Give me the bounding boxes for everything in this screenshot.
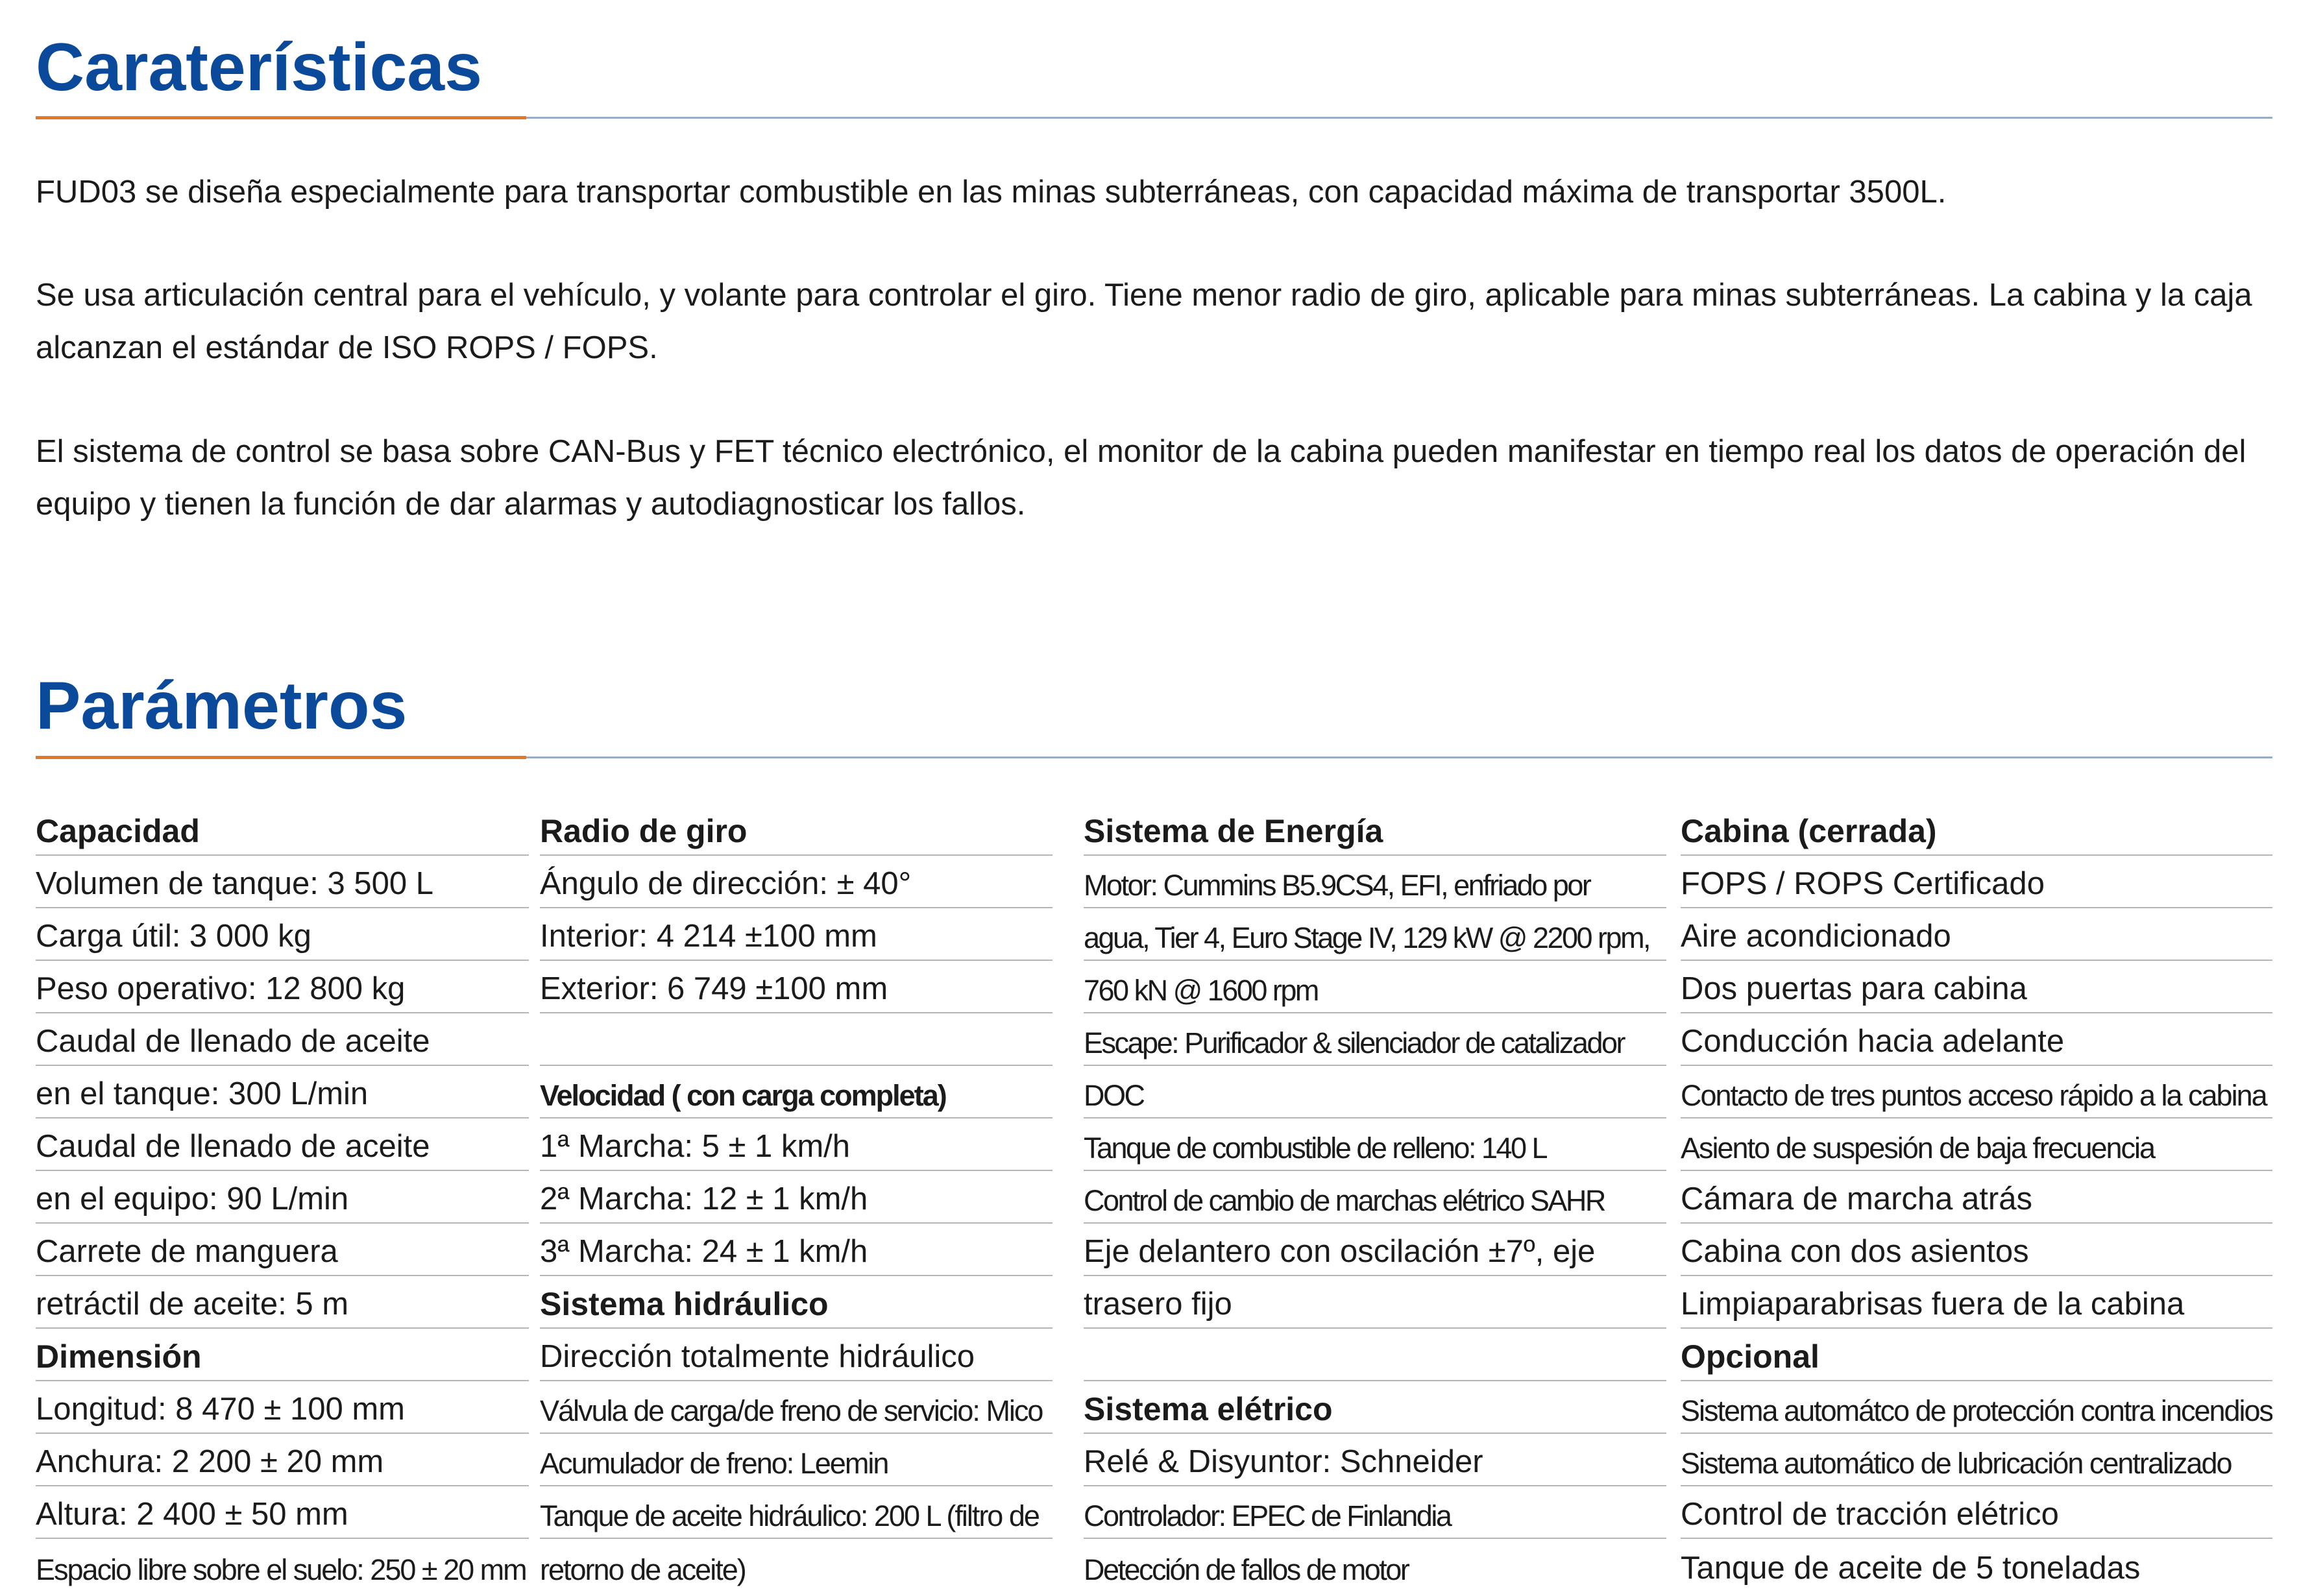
spec-row: Tanque de aceite hidráulico: 200 L (filtro de [540, 1486, 1053, 1539]
spec-row: Controlador: EPEC de Finlandia [1084, 1486, 1666, 1539]
spec-row: Conducción hacia adelante [1681, 1013, 2272, 1066]
spec-row: Control de cambio de marchas elétrico SAHR [1084, 1171, 1666, 1224]
spec-section-heading: Dimensión [36, 1329, 529, 1381]
spec-row: trasero fijo [1084, 1276, 1666, 1329]
spec-row: Sistema automático de lubricación centralizado [1681, 1434, 2272, 1486]
features-title-rule [36, 117, 2272, 119]
spec-section-heading: Capacidad [36, 803, 529, 856]
spec-row: Ángulo de dirección: ± 40° [540, 856, 1053, 908]
features-paragraph-1: FUD03 se diseña especialmente para transportar combustible en las minas subterráneas, con capacidad máxima de transportar 3500L. [36, 175, 1947, 210]
spec-row: en el equipo: 90 L/min [36, 1171, 529, 1224]
spec-blank-row [1084, 1329, 1666, 1381]
spec-row: Control de tracción elétrico [1681, 1486, 2272, 1539]
spec-row: Peso operativo: 12 800 kg [36, 961, 529, 1013]
spec-row: Asiento de suspesión de baja frecuencia [1681, 1118, 2272, 1171]
spec-row: 3ª Marcha: 24 ± 1 km/h [540, 1224, 1053, 1276]
spec-row: FOPS / ROPS Certificado [1681, 856, 2272, 908]
spec-blank-row [540, 1013, 1053, 1066]
spec-row: Eje delantero con oscilación ±7º, eje [1084, 1224, 1666, 1276]
spec-row: Longitud: 8 470 ± 100 mm [36, 1381, 529, 1434]
spec-row: Detección de fallos de motor [1084, 1553, 1409, 1586]
spec-row: Carrete de manguera [36, 1224, 529, 1276]
parameters-title-rule [36, 756, 2272, 758]
spec-row: Caudal de llenado de aceite [36, 1013, 529, 1066]
features-paragraph-3: El sistema de control se basa sobre CAN-Bus y FET técnico electrónico, el monitor de la cabina pueden manifestar en tiempo real los datos de operación del equipo y tienen la función de dar alarmas y autodiagnosticar los fallos. [36, 434, 2246, 522]
spec-row: Relé & Disyuntor: Schneider [1084, 1434, 1666, 1486]
spec-row: Cámara de marcha atrás [1681, 1171, 2272, 1224]
spec-section-heading: Radio de giro [540, 803, 1053, 856]
spec-row: Tanque de aceite de 5 toneladas [1681, 1551, 2141, 1586]
spec-row: Volumen de tanque: 3 500 L [36, 856, 529, 908]
parameters-title-accent [36, 756, 526, 759]
spec-row: Contacto de tres puntos acceso rápido a la cabina [1681, 1066, 2272, 1118]
spec-row: Sistema automátco de protección contra incendios [1681, 1381, 2272, 1434]
spec-row: Dirección totalmente hidráulico [540, 1329, 1053, 1381]
spec-row: Motor: Cummins B5.9CS4, EFI, enfriado por [1084, 856, 1666, 908]
spec-row: Interior: 4 214 ±100 mm [540, 908, 1053, 961]
spec-row: Acumulador de freno: Leemin [540, 1434, 1053, 1486]
spec-section-heading: Opcional [1681, 1329, 2272, 1381]
spec-row: retorno de aceite) [540, 1553, 746, 1586]
spec-row: Anchura: 2 200 ± 20 mm [36, 1434, 529, 1486]
spec-row: Cabina con dos asientos [1681, 1224, 2272, 1276]
spec-section-heading: Cabina (cerrada) [1681, 803, 2272, 856]
spec-row: Altura: 2 400 ± 50 mm [36, 1486, 529, 1539]
spec-row: Dos puertas para cabina [1681, 961, 2272, 1013]
spec-section-heading: Velocidad ( con carga completa) [540, 1066, 1053, 1118]
spec-row: 1ª Marcha: 5 ± 1 km/h [540, 1118, 1053, 1171]
spec-row: Válvula de carga/de freno de servicio: Mico [540, 1381, 1053, 1434]
spec-row: Caudal de llenado de aceite [36, 1118, 529, 1171]
spec-row: Espacio libre sobre el suelo: 250 ± 20 mm [36, 1553, 526, 1586]
spec-section-heading: Sistema hidráulico [540, 1276, 1053, 1329]
parameters-title: Parámetros [36, 668, 408, 744]
spec-row: agua, Tier 4, Euro Stage IV, 129 kW @ 2200 rpm, [1084, 908, 1666, 961]
spec-row: en el tanque: 300 L/min [36, 1066, 529, 1118]
spec-row: DOC [1084, 1066, 1666, 1118]
spec-row: Exterior: 6 749 ±100 mm [540, 961, 1053, 1013]
spec-row: retráctil de aceite: 5 m [36, 1276, 529, 1329]
spec-row: Escape: Purificador & silenciador de catalizador [1084, 1013, 1666, 1066]
spec-row: Carga útil: 3 000 kg [36, 908, 529, 961]
spec-row: 2ª Marcha: 12 ± 1 km/h [540, 1171, 1053, 1224]
spec-row: 760 kN @ 1600 rpm [1084, 961, 1666, 1013]
features-title-accent [36, 116, 526, 119]
spec-row: Tanque de combustible de relleno: 140 L [1084, 1118, 1666, 1171]
spec-section-heading: Sistema de Energía [1084, 803, 1666, 856]
spec-row: Aire acondicionado [1681, 908, 2272, 961]
spec-section-heading: Sistema elétrico [1084, 1381, 1666, 1434]
features-paragraph-2: Se usa articulación central para el vehículo, y volante para controlar el giro. Tiene menor radio de giro, aplicable para minas subterráneas. La cabina y la caja alcanzan el estándar de ISO ROPS / FOPS. [36, 278, 2252, 365]
features-title: Caraterísticas [36, 30, 482, 105]
spec-row: Limpiaparabrisas fuera de la cabina [1681, 1276, 2272, 1329]
